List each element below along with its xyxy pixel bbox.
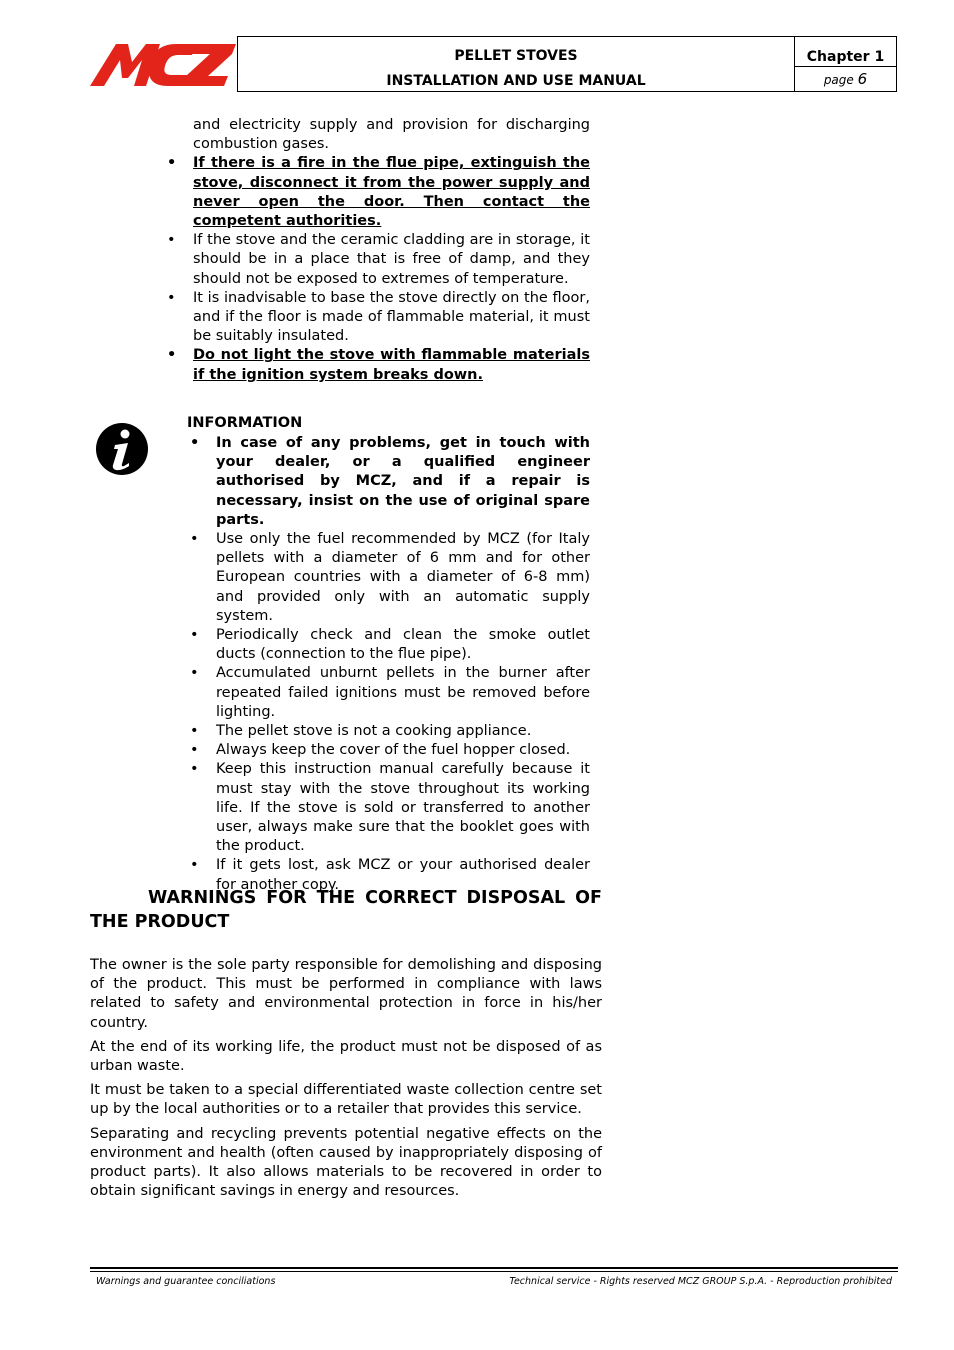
disposal-paragraph: The owner is the sole party responsible for demolishing and disposing of the product. This must be performed in compliance with laws related to safety and environmental protection in force in his/her country. xyxy=(90,957,602,1031)
disposal-heading: WARNINGS FOR THE CORRECT DISPOSAL OF THE PRODUCT xyxy=(90,888,602,932)
list-item: • In case of any problems, get in touch with your dealer, or a qualified engineer authorised by MCZ, and if a repair is necessary, insist on the use of original spare parts. xyxy=(216,434,590,530)
header-title xyxy=(238,37,795,91)
list-item: • If the stove and the ceramic cladding are in storage, it should be in a place that is free of damp, and they should not be exposed to extremes of temperature. xyxy=(193,231,590,289)
disposal-paragraph: It must be taken to a special differentiated waste collection centre set up by the local authorities or to a retailer that provides this service. xyxy=(90,1082,602,1118)
list-item: • Keep this instruction manual carefully because it must stay with the stove throughout its working life. If the stove is sold or transferred to another user, always make sure that the booklet goes with the product. xyxy=(216,760,590,856)
header-title-line1: PELLET STOVES xyxy=(454,48,578,64)
list-item: • The pellet stove is not a cooking appliance. xyxy=(216,722,590,741)
header-title-line2: INSTALLATION AND USE MANUAL xyxy=(386,73,646,89)
header-box xyxy=(237,36,897,92)
list-item: • Accumulated unburnt pellets in the burner after repeated failed ignitions must be removed before lighting. xyxy=(216,664,590,722)
list-item: • Periodically check and clean the smoke outlet ducts (connection to the flue pipe). xyxy=(216,626,590,664)
information-bullet-list xyxy=(216,434,590,895)
page-label: page xyxy=(823,73,854,87)
chapter-label: Chapter 1 xyxy=(795,37,896,67)
page-number: 6 xyxy=(857,70,868,88)
mcz-logo xyxy=(90,40,236,88)
list-item: • If it gets lost, ask MCZ or your authorised dealer for another copy. xyxy=(216,856,590,894)
footer-right-text: Technical service - Rights reserved MCZ GROUP S.p.A. - Reproduction prohibited xyxy=(509,1276,892,1287)
top-warnings-block xyxy=(193,116,590,385)
list-item: • Use only the fuel recommended by MCZ (for Italy pellets with a diameter of 6 mm and for other European countries with a diameter of 6-8 mm) and provided only with an automatic supply system. xyxy=(216,530,590,626)
disposal-body xyxy=(90,956,602,1206)
list-item: • Always keep the cover of the fuel hopper closed. xyxy=(216,741,590,760)
footer-left-text: Warnings and guarantee conciliations xyxy=(96,1276,276,1287)
information-block xyxy=(216,434,590,895)
header-chapter-cell xyxy=(795,37,896,91)
list-item: • It is inadvisable to base the stove directly on the floor, and if the floor is made of flammable material, it must be suitably insulated. xyxy=(193,289,590,347)
page-indicator xyxy=(795,67,896,92)
top-bullet-list xyxy=(193,154,590,384)
info-icon xyxy=(95,422,149,476)
footer-divider xyxy=(90,1271,898,1272)
footer-divider xyxy=(90,1267,898,1269)
list-item: • If there is a fire in the flue pipe, extinguish the stove, disconnect it from the power supply and never open the door. Then contact the competent authorities. xyxy=(193,154,590,231)
disposal-paragraph: Separating and recycling prevents potential negative effects on the environment and health (often caused by inappropriately disposing of product parts). It also allows materials to be recovered in order to obtain significant savings in energy and resources. xyxy=(90,1125,602,1200)
list-item: • Do not light the stove with flammable materials if the ignition system breaks down. xyxy=(193,346,590,384)
disposal-paragraph: At the end of its working life, the product must not be disposed of as urban waste. xyxy=(90,1038,602,1075)
information-title: INFORMATION xyxy=(187,415,303,431)
continuation-text: and electricity supply and provision for discharging combustion gases. xyxy=(193,117,590,153)
